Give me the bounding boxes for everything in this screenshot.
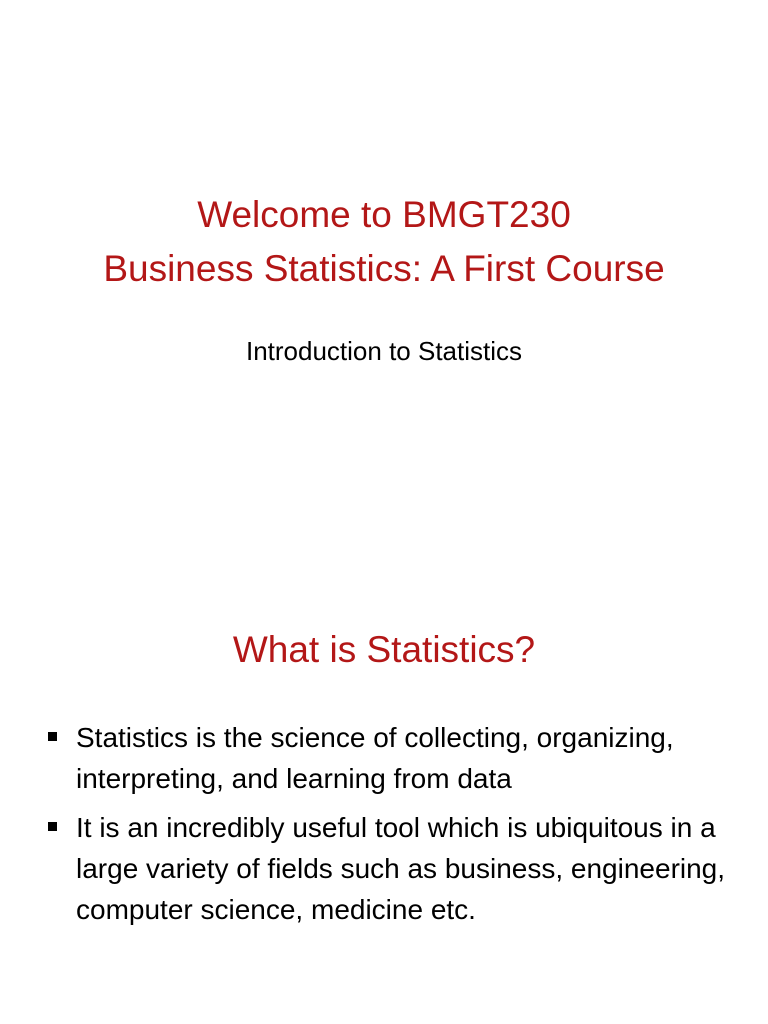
bullet-item bbox=[46, 807, 726, 930]
bullet-item bbox=[46, 717, 726, 799]
slide-1-title-line-1: Welcome to BMGT230 bbox=[197, 194, 571, 235]
square-bullet-icon bbox=[48, 822, 57, 831]
bullet-text: It is an incredibly useful tool which is ubiquitous in a large variety of fields such as business, engineering, computer science, medicine etc. bbox=[76, 812, 726, 925]
slide-1-subtitle: Introduction to Statistics bbox=[245, 336, 523, 366]
square-bullet-icon bbox=[48, 732, 57, 741]
slide-2 bbox=[0, 512, 768, 1024]
slide-1-title-line-2: Business Statistics: A First Course bbox=[103, 248, 665, 289]
slide-2-title: What is Statistics? bbox=[232, 629, 536, 670]
bullet-text: Statistics is the science of collecting, organizing, interpreting, and learning from data bbox=[76, 722, 674, 794]
slide-1-title bbox=[0, 188, 768, 296]
bullet-list bbox=[46, 717, 726, 938]
